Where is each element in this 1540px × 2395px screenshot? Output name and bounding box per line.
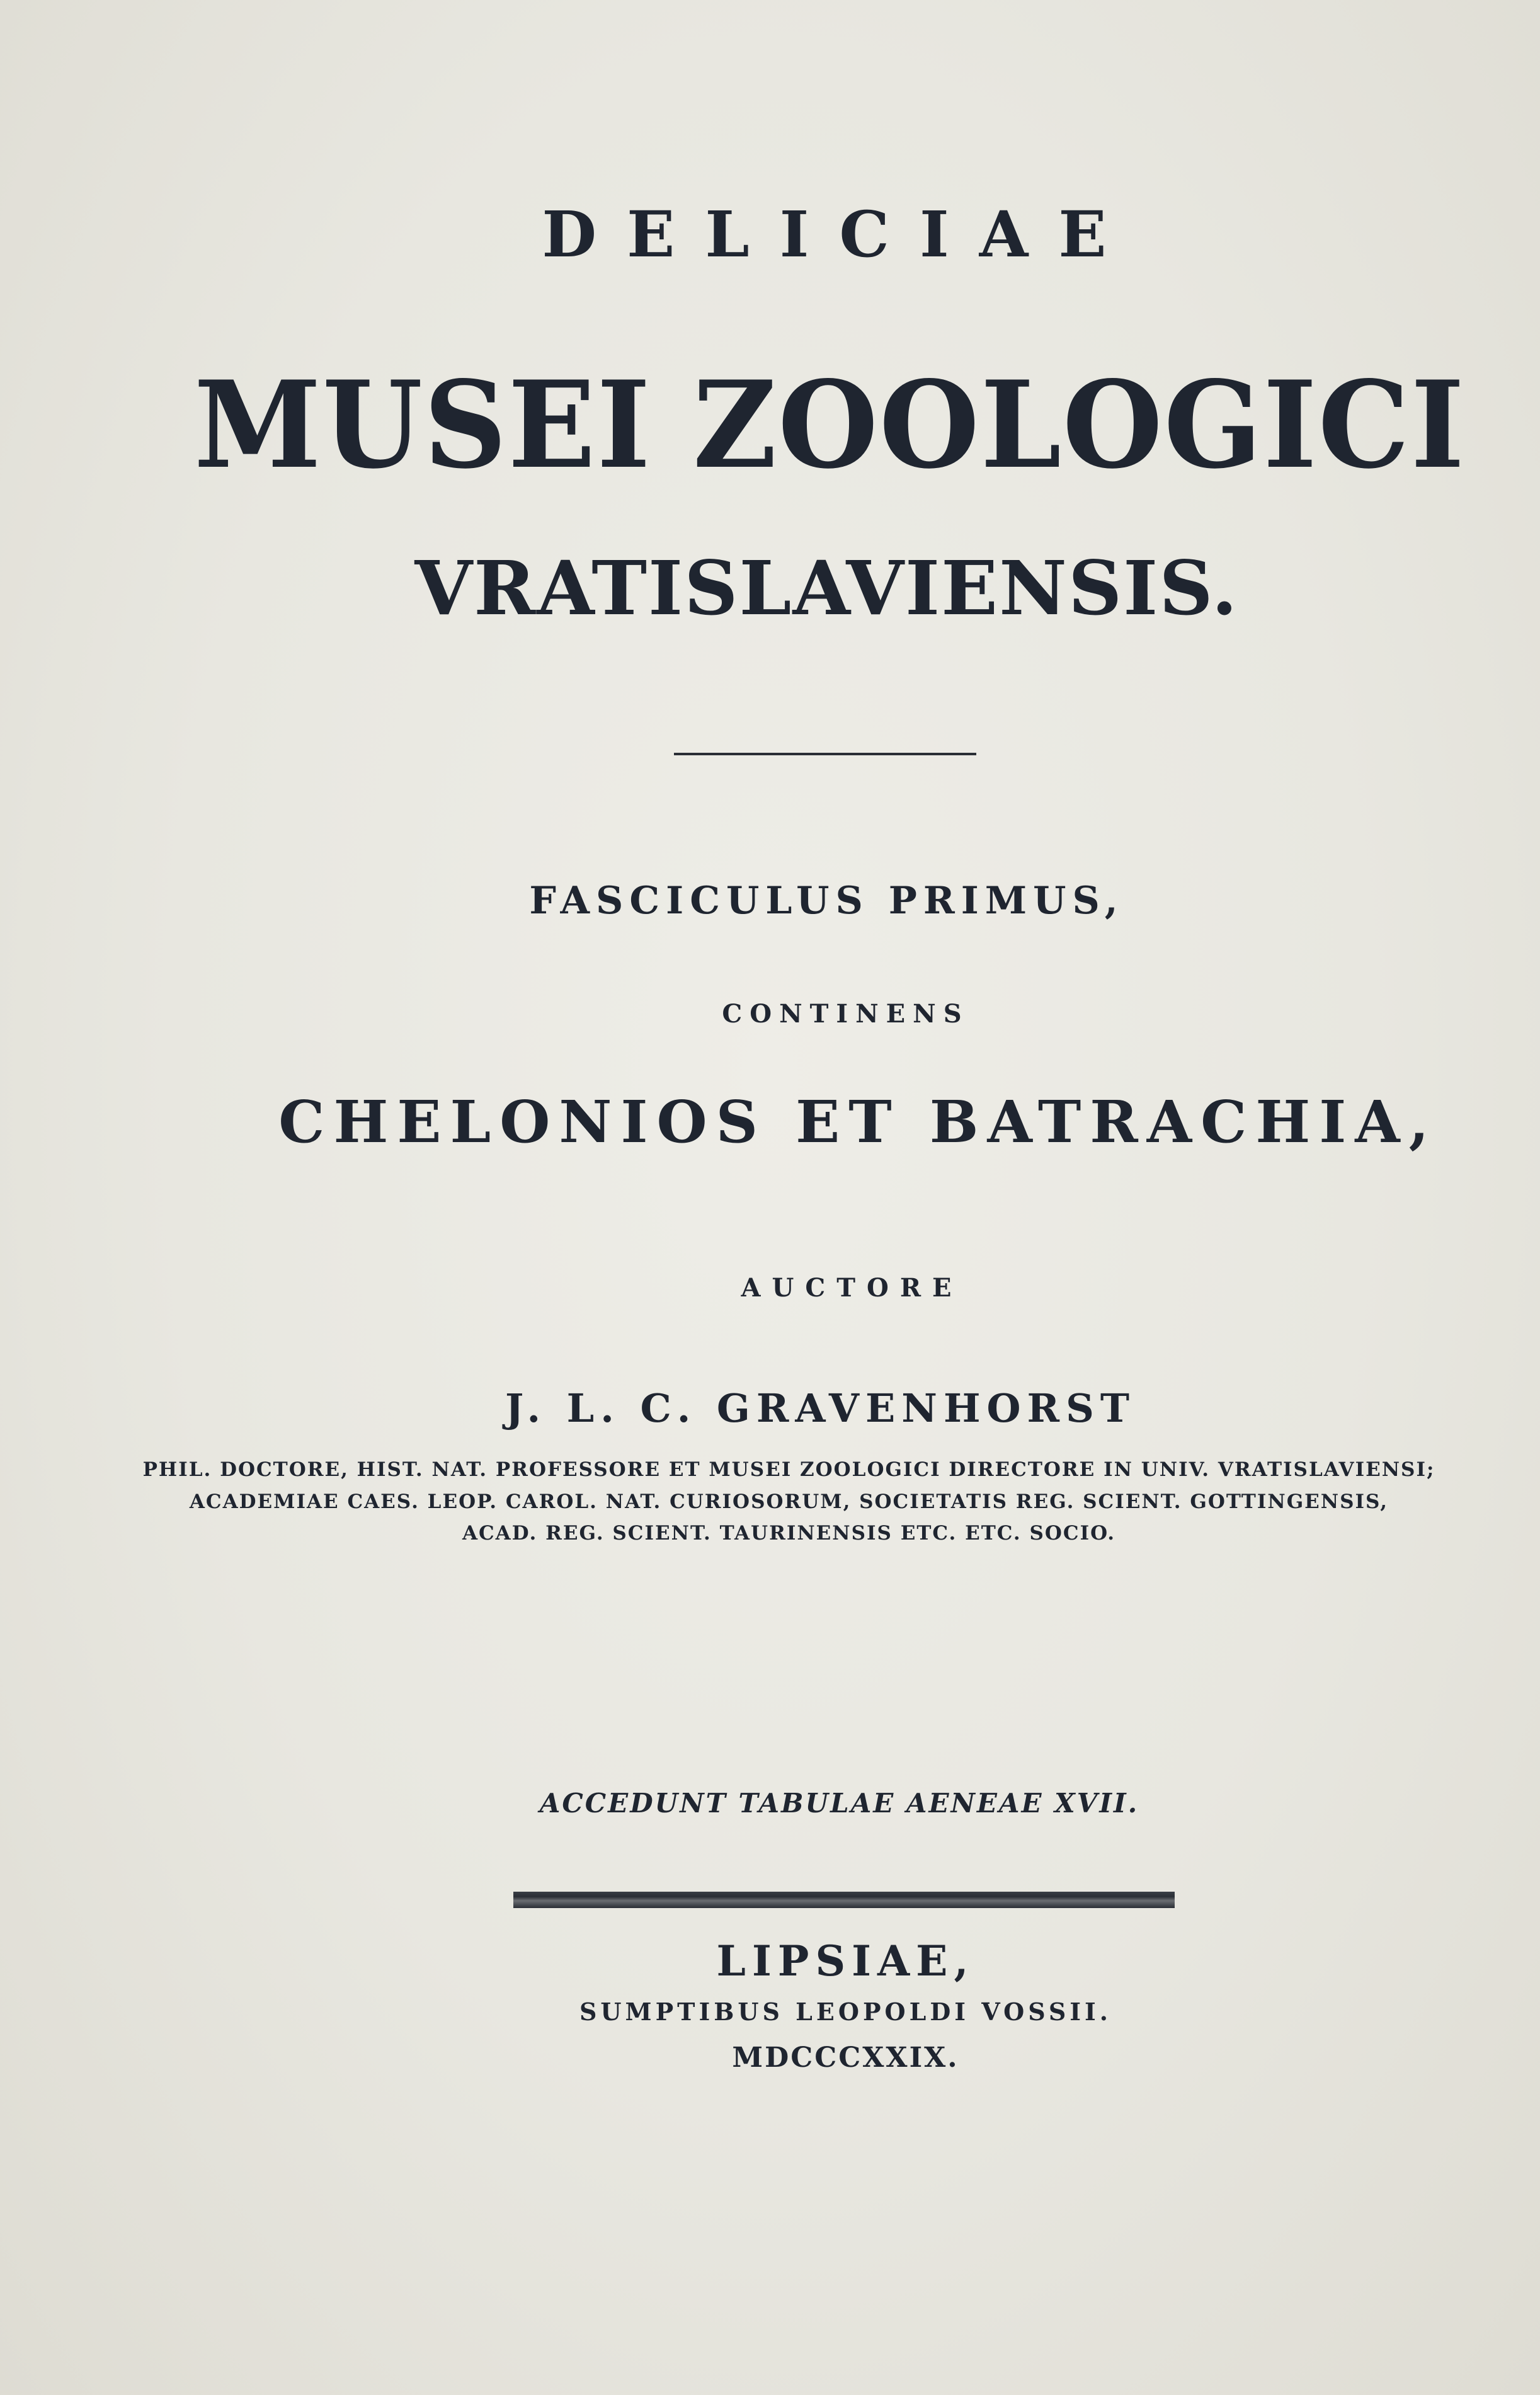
title-vratislaviensis: VRATISLAVIENSIS. — [414, 544, 1239, 632]
title-musei-zoologici: MUSEI ZOOLOGICI — [194, 355, 1466, 495]
imprint-year: MDCCCXXIX. — [732, 2042, 959, 2074]
title-deliciae: DELICIAE — [542, 197, 1137, 272]
author-label: AUCTORE — [741, 1273, 963, 1303]
imprint-publisher: SUMPTIBUS LEOPOLDI VOSSII. — [579, 1998, 1112, 2026]
containing-label: CONTINENS — [722, 999, 969, 1029]
subject-title: CHELONIOS ET BATRACHIA, — [278, 1088, 1438, 1156]
divider-thick — [513, 1892, 1175, 1908]
plates-note: ACCEDUNT TABULAE AENEAE XVII. — [539, 1788, 1139, 1819]
imprint-place: LIPSIAE, — [716, 1936, 975, 1986]
author-title-line: ACAD. REG. SCIENT. TAURINENSIS ETC. ETC. SOCIO. — [462, 1522, 1116, 1545]
fascicle-label: FASCICULUS PRIMUS, — [529, 879, 1124, 923]
author-title-line: ACADEMIAE CAES. LEOP. CAROL. NAT. CURIOSORUM, SOCIETATIS REG. SCIENT. GOTTINGENSIS, — [189, 1490, 1389, 1513]
divider-short — [674, 753, 976, 755]
author-title-line: PHIL. DOCTORE, HIST. NAT. PROFESSORE ET MUSEI ZOOLOGICI DIRECTORE IN UNIV. VRATISLAVIENSI; — [142, 1458, 1435, 1481]
author-name: J. L. C. GRAVENHORST — [505, 1385, 1136, 1431]
